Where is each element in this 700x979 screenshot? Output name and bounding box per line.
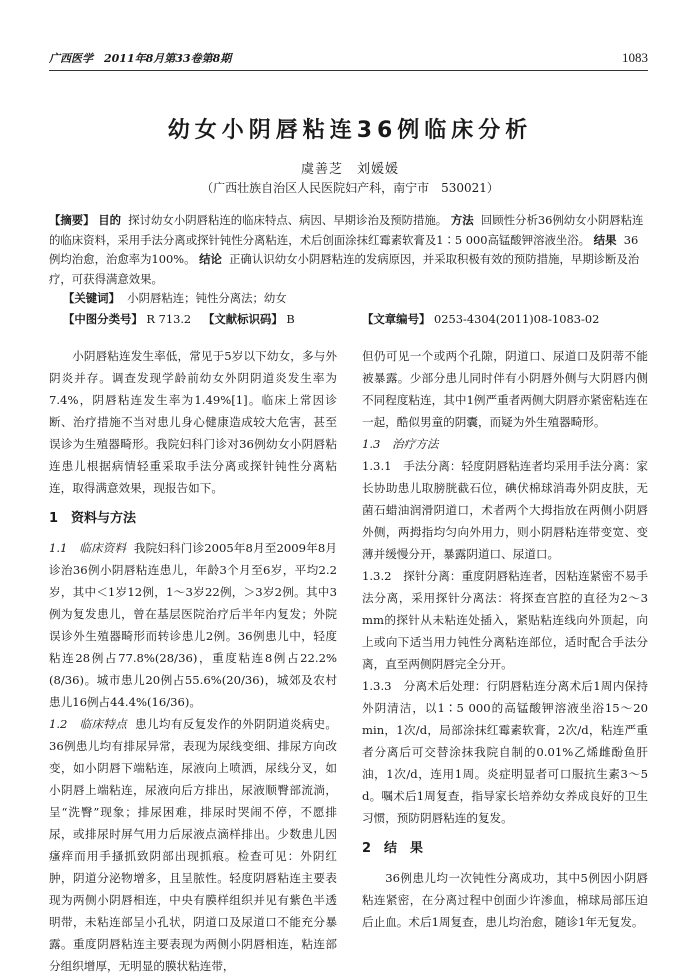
section-2-heading: 2 结 果 [362,841,424,856]
subsection-1-1-text: 我院妇科门诊2005年8月至2009年8月诊治36例小阴唇粘连患儿，年龄3个月至6岁，平均2.2岁，其中＜1岁12例，1～3岁22例，＞3岁2例。其中3例为复发患儿，曾在基层医院治疗后半年内复发；外院误诊外生殖器畸形而转诊患儿2例。36例患儿中，轻度粘连28例占77.8%(28/36)，重度粘连8例占22.2%(8/36)。城市患儿20例占55.6%(20/36)，城郊及农村患儿16例占44.4%(16/36)。 [49,541,337,709]
doc-code-value: B [286,312,295,326]
abstract-label: 【摘要】 [49,213,95,227]
article-title: 幼女小阴唇粘连36例临床分析 [167,118,533,143]
keywords-text: 小阴唇粘连；钝性分离法；幼女 [127,291,287,305]
clc-label: 【中图分类号】 [63,312,143,326]
subsection-1-3-heading: 1.3 治疗方法 [362,437,439,451]
keywords [63,290,648,306]
abstract-conclusion-label: 结论 [199,252,222,266]
intro-paragraph: 小阴唇粘连发生率低，常见于5岁以下幼女，多与外阴炎并存。调查发现学龄前幼女外阴阴道炎发生率为7.4%，阴唇粘连发生率为1.49%[1]。临床上常因诊断、治疗措施不当对患儿身心健康造成较大危害，甚至误诊为生殖器畸形。我院妇科门诊对36例幼女小阴唇粘连患儿根据病情轻重采取手法分离或探针钝性分离粘连，取得满意效果，现报告如下。 [49,349,337,495]
article-number-value: 0253-4304(2011)08-1083-02 [433,312,600,326]
authors: 虞善芝 刘媛媛 [300,162,399,177]
doc-code-label: 【文献标识码】 [203,312,283,326]
page-number: 1083 [622,50,648,65]
header-rule [49,70,648,71]
abstract-results-label: 结果 [593,232,617,247]
abstract-conclusion: 正确认识幼女小阴唇粘连的发病原因，并采取积极有效的预防措施，早期诊断及治疗，可获得满意效果。 [49,252,640,286]
running-header [49,50,648,68]
subsection-1-2-heading: 1.2 临床特点 [49,717,128,731]
article-meta [63,311,648,327]
right-column [362,345,648,933]
subsection-1-3-3: 1.3.3 分离术后处理：行阴唇粘连分离术后1周内保持外阴清洁，以1∶5 000的高锰酸钾溶液坐浴15～20 min，1次/d，局部涂抹红霉素软膏，2次/d，粘连严重者分离后可交替涂抹我院自制的0.01%乙烯雌酚鱼肝油，1次/d，连用1周。炎症明显者可口服抗生素3～5 d。嘱术后1周复查，指导家长培养幼女养成良好的卫生习惯，预防阴唇粘连的复发。 [362,679,648,825]
abstract-results: 36例均治愈，治愈率为100%。 [49,232,639,266]
abstract-objective: 探讨幼女小阴唇粘连的临床特点、病因、早期诊治及预防措施。 [128,213,448,227]
subsection-1-2 [49,713,337,977]
keywords-label: 【关键词】 [63,291,120,305]
section-1-heading: 1 资料与方法 [49,511,137,526]
affiliation: （广西壮族自治区人民医院妇产科，南宁市 530021） [201,181,499,195]
abstract [49,211,648,289]
journal-citation: 广西医学 2011年8月第33卷第8期 [49,52,232,65]
results-paragraph: 36例患儿均一次钝性分离成功，其中5例因小阴唇粘连紧密，在分离过程中创面少许渗血，棉球局部压迫后止血。术后1周复查，患儿均治愈，随诊1年无复发。 [362,871,648,929]
subsection-1-1 [49,537,337,713]
article-number-label: 【文章编号】 [362,312,431,326]
abstract-methods: 回顾性分析36例幼女小阴唇粘连的临床资料，采用手法分离或探针钝性分离粘连，术后创面涂抹红霉素软膏及1∶5 000高锰酸钾溶液坐浴。 [49,213,644,247]
subsection-1-1-heading: 1.1 临床资料 [49,541,127,555]
left-column [49,345,337,977]
abstract-objective-label: 目的 [98,213,121,227]
abstract-methods-label: 方法 [450,213,474,227]
clc-value: R 713.2 [146,312,192,326]
subsection-1-3-1: 1.3.1 手法分离：轻度阴唇粘连者均采用手法分离：家长协助患儿取膀胱截石位，碘伏棉球消毒外阴皮肤，无菌石蜡油润滑阴道口，术者两个大拇指放在两侧小阴唇外侧，两拇指均匀向外用力，则小阴唇粘连带变宽、变薄并缓慢分开，暴露阴道口、尿道口。 [362,459,648,561]
subsection-1-3-2: 1.3.2 探针分离：重度阴唇粘连者，因粘连紧密不易手法分离，采用探针分离法：将探查宫腔的直径为2～3 mm的探针从未粘连处插入，紧贴粘连线向外顶起，向上或向下适当用力钝性分离粘连部位，适时配合手法分离，直至两侧阴唇完全分开。 [362,569,648,671]
subsection-1-2-text: 患儿均有反复发作的外阴阴道炎病史。36例患儿均有排尿异常，表现为尿线变细、排尿方向改变，如小阴唇下端粘连，尿液向上喷洒，尿线分叉，如小阴唇上端粘连，尿液向后方排出，尿液顺臀部流淌，呈“洗臀”现象；排尿困难，排尿时哭闹不停，不愿排尿，或排尿时屏气用力后尿液点滴样排出。少数患儿因瘙痒而用手搔抓致阴部出现抓痕。检查可见：外阴红肿，阴道分泌物增多，且呈脓性。轻度阴唇粘连主要表现为两侧小阴唇相连，中央有膜样组织并见有紫色半透明带，未粘连部呈小孔状，阴道口及尿道口不能充分暴露。重度阴唇粘连主要表现为两侧小阴唇相连，粘连部分组织增厚，无明显的膜状粘连带， [49,717,337,973]
continued-paragraph: 但仍可见一个或两个孔隙，阴道口、尿道口及阴蒂不能被暴露。少部分患儿同时伴有小阴唇外侧与大阴唇内侧不同程度粘连，其中1例严重者两侧大阴唇亦紧密粘连在一起，酷似男童的阴囊，而疑为外生殖器畸形。 [362,349,648,429]
